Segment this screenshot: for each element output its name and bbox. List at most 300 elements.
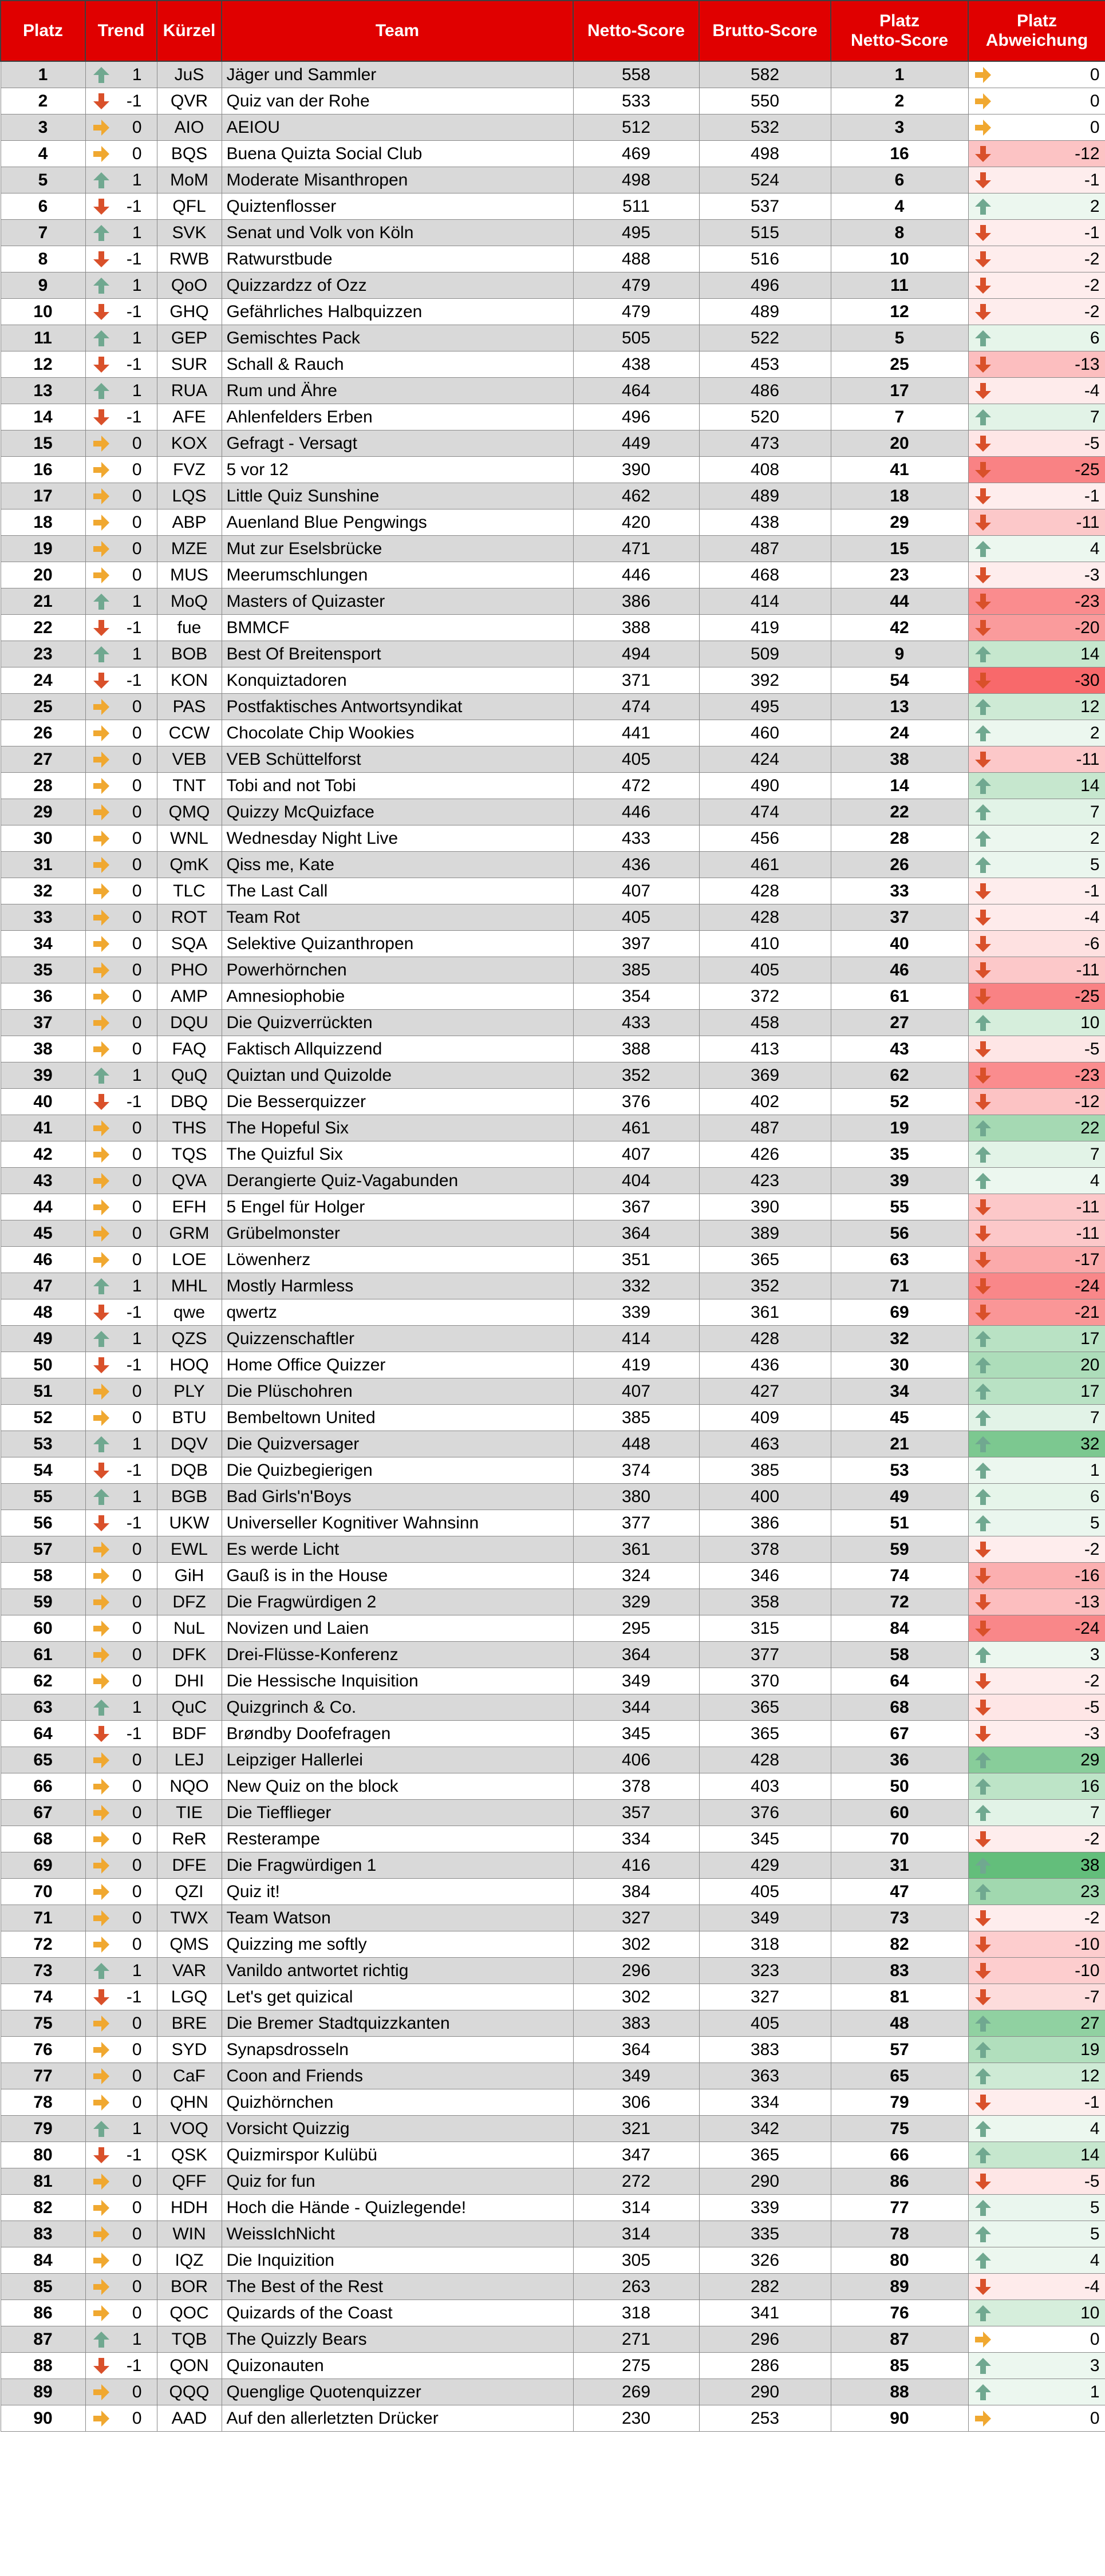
arrow-right-icon: [92, 2383, 111, 2402]
table-row: [1, 2379, 1105, 2405]
trend-cell: [85, 773, 157, 799]
kuerzel-cell: JuS: [157, 61, 222, 88]
arrow-right-icon: [92, 1013, 111, 1033]
arrow-right-icon: [92, 2251, 111, 2270]
kuerzel-cell: GEP: [157, 325, 222, 351]
trend-cell: [85, 1247, 157, 1273]
netto-score-cell: 230: [573, 2405, 699, 2432]
table-row: [1, 1115, 1105, 1141]
trend-cell-value: 0: [132, 512, 142, 532]
brutto-score-cell: 522: [699, 325, 831, 351]
trend-cell-value: 0: [132, 144, 142, 163]
platz-netto-cell: 41: [831, 457, 968, 483]
trend-cell-value: -1: [126, 1460, 142, 1480]
netto-score-cell: 405: [573, 904, 699, 931]
abweichung-cell: [968, 825, 1105, 852]
arrow-up-icon: [973, 2067, 993, 2086]
trend-cell: [85, 1958, 157, 1984]
trend-cell-value: 0: [132, 1223, 142, 1243]
brutto-score-cell: 413: [699, 1036, 831, 1062]
trend-cell: [85, 193, 157, 220]
abweichung-cell: [968, 773, 1105, 799]
platz-netto-cell: 43: [831, 1036, 968, 1062]
brutto-score-cell: 487: [699, 1115, 831, 1141]
abweichung-cell: [968, 720, 1105, 746]
brutto-score-cell: 370: [699, 1668, 831, 1694]
trend-cell-value: 0: [132, 1197, 142, 1216]
team-cell: Die Quizverrückten: [222, 1010, 573, 1036]
arrow-right-icon: [92, 1882, 111, 1902]
kuerzel-cell: LEJ: [157, 1747, 222, 1773]
trend-cell: [85, 1852, 157, 1879]
brutto-score-cell: 345: [699, 1826, 831, 1852]
trend-cell-value: 0: [132, 1803, 142, 1822]
netto-score-cell: 318: [573, 2300, 699, 2326]
arrow-up-icon: [973, 1435, 993, 1454]
netto-score-cell: 384: [573, 1879, 699, 1905]
abweichung-cell: [968, 1326, 1105, 1352]
platz-cell: 50: [1, 1352, 85, 1378]
team-cell: 5 Engel für Holger: [222, 1194, 573, 1220]
kuerzel-cell: BDF: [157, 1721, 222, 1747]
kuerzel-cell: EFH: [157, 1194, 222, 1220]
arrow-up-icon: [973, 1329, 993, 1349]
abweichung-cell: [968, 694, 1105, 720]
platz-cell: 2: [1, 88, 85, 114]
abweichung-cell: [968, 799, 1105, 825]
platz-cell: 20: [1, 562, 85, 588]
brutto-score-cell: 376: [699, 1800, 831, 1826]
team-cell: Gauß is in the House: [222, 1563, 573, 1589]
arrow-down-icon: [973, 750, 993, 769]
netto-score-cell: 498: [573, 167, 699, 193]
abweichung-cell: [968, 2116, 1105, 2142]
arrow-down-icon: [973, 1092, 993, 1112]
arrow-down-icon: [92, 2146, 111, 2165]
abweichung-cell-value: -11: [1076, 1223, 1100, 1243]
abweichung-cell: [968, 1510, 1105, 1536]
arrow-down-icon: [92, 671, 111, 690]
trend-cell-value: -1: [126, 2145, 142, 2164]
trend-cell-value: -1: [126, 1092, 142, 1111]
abweichung-cell: [968, 2010, 1105, 2037]
abweichung-cell-value: -11: [1076, 1197, 1100, 1216]
abweichung-cell: [968, 2247, 1105, 2274]
trend-cell: [85, 378, 157, 404]
brutto-score-cell: 296: [699, 2326, 831, 2353]
abweichung-cell: [968, 1879, 1105, 1905]
trend-cell: [85, 904, 157, 931]
abweichung-cell: [968, 641, 1105, 667]
trend-cell: [85, 588, 157, 615]
abweichung-cell: [968, 1668, 1105, 1694]
arrow-right-icon: [92, 1040, 111, 1059]
netto-score-cell: 371: [573, 667, 699, 694]
platz-cell: 76: [1, 2037, 85, 2063]
abweichung-cell: [968, 746, 1105, 773]
arrow-up-icon: [92, 1277, 111, 1296]
abweichung-cell: [968, 1905, 1105, 1931]
abweichung-cell-value: 17: [1080, 1381, 1100, 1401]
arrow-right-icon: [92, 803, 111, 822]
abweichung-cell-value: -1: [1084, 2092, 1100, 2112]
table-row: [1, 1036, 1105, 1062]
netto-score-cell: 302: [573, 1931, 699, 1958]
abweichung-cell: [968, 2300, 1105, 2326]
abweichung-cell: [968, 61, 1105, 88]
kuerzel-cell: QOC: [157, 2300, 222, 2326]
brutto-score-cell: 327: [699, 1984, 831, 2010]
brutto-score-cell: 490: [699, 773, 831, 799]
table-row: [1, 1089, 1105, 1115]
kuerzel-cell: DBQ: [157, 1089, 222, 1115]
team-cell: Vanildo antwortet richtig: [222, 1958, 573, 1984]
platz-netto-cell: 34: [831, 1378, 968, 1405]
abweichung-cell-value: -23: [1075, 1065, 1100, 1085]
abweichung-cell-value: 0: [1090, 2329, 1100, 2349]
netto-score-cell: 511: [573, 193, 699, 220]
brutto-score-cell: 253: [699, 2405, 831, 2432]
brutto-score-cell: 378: [699, 1536, 831, 1563]
brutto-score-cell: 400: [699, 1484, 831, 1510]
table-row: [1, 1826, 1105, 1852]
brutto-score-cell: 352: [699, 1273, 831, 1299]
abweichung-cell: [968, 1010, 1105, 1036]
netto-score-cell: 376: [573, 1089, 699, 1115]
kuerzel-cell: PLY: [157, 1378, 222, 1405]
brutto-score-cell: 468: [699, 562, 831, 588]
table-row: [1, 457, 1105, 483]
team-cell: Resterampe: [222, 1826, 573, 1852]
arrow-down-icon: [92, 1461, 111, 1480]
netto-score-cell: 390: [573, 457, 699, 483]
arrow-up-icon: [973, 803, 993, 822]
platz-cell: 62: [1, 1668, 85, 1694]
trend-cell: [85, 536, 157, 562]
kuerzel-cell: QMQ: [157, 799, 222, 825]
platz-netto-cell: 23: [831, 562, 968, 588]
trend-cell-value: 1: [132, 328, 142, 347]
kuerzel-cell: FAQ: [157, 1036, 222, 1062]
trend-cell-value: 0: [132, 2198, 142, 2217]
arrow-down-icon: [973, 1277, 993, 1296]
trend-cell-value: 0: [132, 2408, 142, 2428]
platz-cell: 3: [1, 114, 85, 141]
abweichung-cell: [968, 983, 1105, 1010]
team-cell: Quenglige Quotenquizzer: [222, 2379, 573, 2405]
netto-score-cell: 306: [573, 2089, 699, 2116]
abweichung-cell-value: -25: [1075, 986, 1100, 1006]
table-row: [1, 1484, 1105, 1510]
platz-cell: 69: [1, 1852, 85, 1879]
brutto-score-cell: 335: [699, 2221, 831, 2247]
team-cell: Moderate Misanthropen: [222, 167, 573, 193]
kuerzel-cell: QQQ: [157, 2379, 222, 2405]
platz-netto-cell: 22: [831, 799, 968, 825]
trend-cell-value: 0: [132, 433, 142, 453]
arrow-down-icon: [92, 197, 111, 216]
trend-cell-value: 1: [132, 2119, 142, 2138]
arrow-down-icon: [92, 1303, 111, 1322]
table-row: [1, 193, 1105, 220]
kuerzel-cell: ReR: [157, 1826, 222, 1852]
arrow-right-icon: [92, 118, 111, 137]
kuerzel-cell: GiH: [157, 1563, 222, 1589]
arrow-down-icon: [92, 92, 111, 111]
table-row: [1, 1905, 1105, 1931]
netto-score-cell: 364: [573, 2037, 699, 2063]
arrow-down-icon: [92, 1988, 111, 2007]
table-row: [1, 1220, 1105, 1247]
abweichung-cell-value: -1: [1084, 170, 1100, 189]
abweichung-cell-value: 12: [1080, 697, 1100, 716]
trend-cell-value: 0: [132, 1566, 142, 1585]
trend-cell-value: -1: [126, 354, 142, 374]
trend-cell: [85, 325, 157, 351]
trend-cell: [85, 878, 157, 904]
abweichung-cell: [968, 2195, 1105, 2221]
platz-netto-cell: 88: [831, 2379, 968, 2405]
brutto-score-cell: 498: [699, 141, 831, 167]
trend-cell: [85, 720, 157, 746]
abweichung-cell: [968, 378, 1105, 404]
arrow-up-icon: [92, 329, 111, 348]
table-row: [1, 2221, 1105, 2247]
brutto-score-cell: 428: [699, 1326, 831, 1352]
brutto-score-cell: 428: [699, 878, 831, 904]
trend-cell-value: 1: [132, 1276, 142, 1295]
abweichung-cell: [968, 1642, 1105, 1668]
arrow-down-icon: [92, 2356, 111, 2376]
trend-cell-value: -1: [126, 2356, 142, 2375]
abweichung-cell-value: -24: [1075, 1276, 1100, 1295]
brutto-score-cell: 532: [699, 114, 831, 141]
team-cell: Quizhörnchen: [222, 2089, 573, 2116]
team-cell: Schall & Rauch: [222, 351, 573, 378]
table-row: [1, 2195, 1105, 2221]
platz-cell: 38: [1, 1036, 85, 1062]
team-cell: Die Quizbegierigen: [222, 1457, 573, 1484]
brutto-score-cell: 286: [699, 2353, 831, 2379]
table-row: [1, 2168, 1105, 2195]
netto-score-cell: 361: [573, 1536, 699, 1563]
platz-cell: 27: [1, 746, 85, 773]
kuerzel-cell: VAR: [157, 1958, 222, 1984]
platz-cell: 68: [1, 1826, 85, 1852]
arrow-right-icon: [92, 566, 111, 585]
kuerzel-cell: SQA: [157, 931, 222, 957]
platz-cell: 59: [1, 1589, 85, 1615]
platz-netto-cell: 16: [831, 141, 968, 167]
platz-netto-cell: 90: [831, 2405, 968, 2432]
trend-cell-value: 1: [132, 65, 142, 84]
trend-cell: [85, 1220, 157, 1247]
platz-netto-cell: 54: [831, 667, 968, 694]
abweichung-cell: [968, 2379, 1105, 2405]
trend-cell-value: -1: [126, 1355, 142, 1374]
trend-cell: [85, 615, 157, 641]
trend-cell: [85, 1457, 157, 1484]
kuerzel-cell: LQS: [157, 483, 222, 509]
table-row: [1, 615, 1105, 641]
platz-netto-cell: 49: [831, 1484, 968, 1510]
netto-score-cell: 446: [573, 562, 699, 588]
abweichung-cell-value: 0: [1090, 117, 1100, 137]
platz-cell: 55: [1, 1484, 85, 1510]
platz-cell: 44: [1, 1194, 85, 1220]
arrow-up-icon: [92, 65, 111, 85]
kuerzel-cell: GRM: [157, 1220, 222, 1247]
kuerzel-cell: HOQ: [157, 1352, 222, 1378]
kuerzel-cell: HDH: [157, 2195, 222, 2221]
arrow-right-icon: [92, 434, 111, 453]
trend-cell-value: 1: [132, 1434, 142, 1453]
arrow-down-icon: [973, 987, 993, 1006]
platz-netto-cell: 81: [831, 1984, 968, 2010]
platz-netto-cell: 70: [831, 1826, 968, 1852]
abweichung-cell: [968, 2326, 1105, 2353]
trend-cell-value: 0: [132, 2303, 142, 2322]
abweichung-cell-value: 16: [1080, 1776, 1100, 1796]
abweichung-cell: [968, 667, 1105, 694]
platz-cell: 87: [1, 2326, 85, 2353]
netto-score-cell: 351: [573, 1247, 699, 1273]
platz-netto-cell: 9: [831, 641, 968, 667]
netto-score-cell: 339: [573, 1299, 699, 1326]
abweichung-cell: [968, 193, 1105, 220]
arrow-right-icon: [92, 1540, 111, 1559]
platz-cell: 14: [1, 404, 85, 430]
team-cell: Bembeltown United: [222, 1405, 573, 1431]
arrow-up-icon: [973, 1171, 993, 1191]
platz-cell: 72: [1, 1931, 85, 1958]
abweichung-cell: [968, 904, 1105, 931]
abweichung-cell-value: 7: [1090, 407, 1100, 426]
platz-cell: 66: [1, 1773, 85, 1800]
abweichung-cell-value: -12: [1075, 1092, 1100, 1111]
table-row: [1, 773, 1105, 799]
abweichung-cell: [968, 220, 1105, 246]
trend-cell: [85, 1694, 157, 1721]
kuerzel-cell: QuQ: [157, 1062, 222, 1089]
arrow-up-icon: [973, 2040, 993, 2060]
kuerzel-cell: fue: [157, 615, 222, 641]
arrow-up-icon: [973, 829, 993, 848]
table-row: [1, 1852, 1105, 1879]
team-cell: Postfaktisches Antwortsyndikat: [222, 694, 573, 720]
table-row: [1, 1642, 1105, 1668]
platz-cell: 35: [1, 957, 85, 983]
team-cell: Masters of Quizaster: [222, 588, 573, 615]
platz-cell: 61: [1, 1642, 85, 1668]
arrow-down-icon: [973, 2093, 993, 2112]
platz-cell: 81: [1, 2168, 85, 2195]
platz-cell: 32: [1, 878, 85, 904]
abweichung-cell-value: 23: [1080, 1882, 1100, 1901]
platz-cell: 39: [1, 1062, 85, 1089]
arrow-up-icon: [973, 2014, 993, 2033]
abweichung-cell-value: -2: [1084, 302, 1100, 321]
arrow-right-icon: [92, 1566, 111, 1586]
platz-netto-cell: 77: [831, 2195, 968, 2221]
abweichung-cell: [968, 114, 1105, 141]
kuerzel-cell: EWL: [157, 1536, 222, 1563]
trend-cell-value: 0: [132, 1171, 142, 1190]
arrow-down-icon: [973, 1698, 993, 1717]
platz-cell: 7: [1, 220, 85, 246]
trend-cell-value: 0: [132, 802, 142, 821]
team-cell: Auf den allerletzten Drücker: [222, 2405, 573, 2432]
arrow-right-icon: [92, 1119, 111, 1138]
arrow-down-icon: [973, 171, 993, 190]
netto-score-cell: 269: [573, 2379, 699, 2405]
platz-cell: 67: [1, 1800, 85, 1826]
brutto-score-cell: 405: [699, 2010, 831, 2037]
brutto-score-cell: 385: [699, 1457, 831, 1484]
arrow-down-icon: [92, 408, 111, 427]
header-team: Team: [222, 1, 573, 61]
netto-score-cell: 385: [573, 1405, 699, 1431]
platz-netto-cell: 5: [831, 325, 968, 351]
abweichung-cell-value: -5: [1084, 1039, 1100, 1058]
arrow-right-icon: [92, 2198, 111, 2218]
abweichung-cell-value: -16: [1075, 1566, 1100, 1585]
abweichung-cell-value: 19: [1080, 2040, 1100, 2059]
abweichung-cell-value: -2: [1084, 1671, 1100, 1690]
trend-cell: [85, 2063, 157, 2089]
netto-score-cell: 383: [573, 2010, 699, 2037]
trend-cell: [85, 667, 157, 694]
abweichung-cell: [968, 1984, 1105, 2010]
brutto-score-cell: 524: [699, 167, 831, 193]
netto-score-cell: 388: [573, 1036, 699, 1062]
trend-cell: [85, 1405, 157, 1431]
abweichung-cell: [968, 1089, 1105, 1115]
abweichung-cell: [968, 878, 1105, 904]
platz-cell: 85: [1, 2274, 85, 2300]
kuerzel-cell: THS: [157, 1115, 222, 1141]
team-cell: Senat und Volk von Köln: [222, 220, 573, 246]
platz-netto-cell: 45: [831, 1405, 968, 1431]
kuerzel-cell: PAS: [157, 694, 222, 720]
trend-cell: [85, 1089, 157, 1115]
abweichung-cell-value: -10: [1075, 1961, 1100, 1980]
team-cell: Buena Quizta Social Club: [222, 141, 573, 167]
abweichung-cell-value: -11: [1076, 749, 1100, 769]
table-row: [1, 1536, 1105, 1563]
abweichung-cell-value: 10: [1080, 2303, 1100, 2322]
platz-netto-cell: 89: [831, 2274, 968, 2300]
team-cell: Die Plüschohren: [222, 1378, 573, 1405]
platz-cell: 51: [1, 1378, 85, 1405]
trend-cell: [85, 1062, 157, 1089]
team-cell: Quizzenschaftler: [222, 1326, 573, 1352]
arrow-down-icon: [973, 1988, 993, 2007]
abweichung-cell-value: -20: [1075, 618, 1100, 637]
arrow-up-icon: [973, 2225, 993, 2244]
netto-score-cell: 344: [573, 1694, 699, 1721]
arrow-up-icon: [973, 724, 993, 743]
platz-cell: 13: [1, 378, 85, 404]
abweichung-cell-value: -30: [1075, 670, 1100, 690]
trend-cell: [85, 1484, 157, 1510]
arrow-right-icon: [92, 487, 111, 506]
team-cell: New Quiz on the block: [222, 1773, 573, 1800]
netto-score-cell: 295: [573, 1615, 699, 1642]
abweichung-cell: [968, 325, 1105, 351]
platz-netto-cell: 12: [831, 299, 968, 325]
trend-cell: [85, 509, 157, 536]
